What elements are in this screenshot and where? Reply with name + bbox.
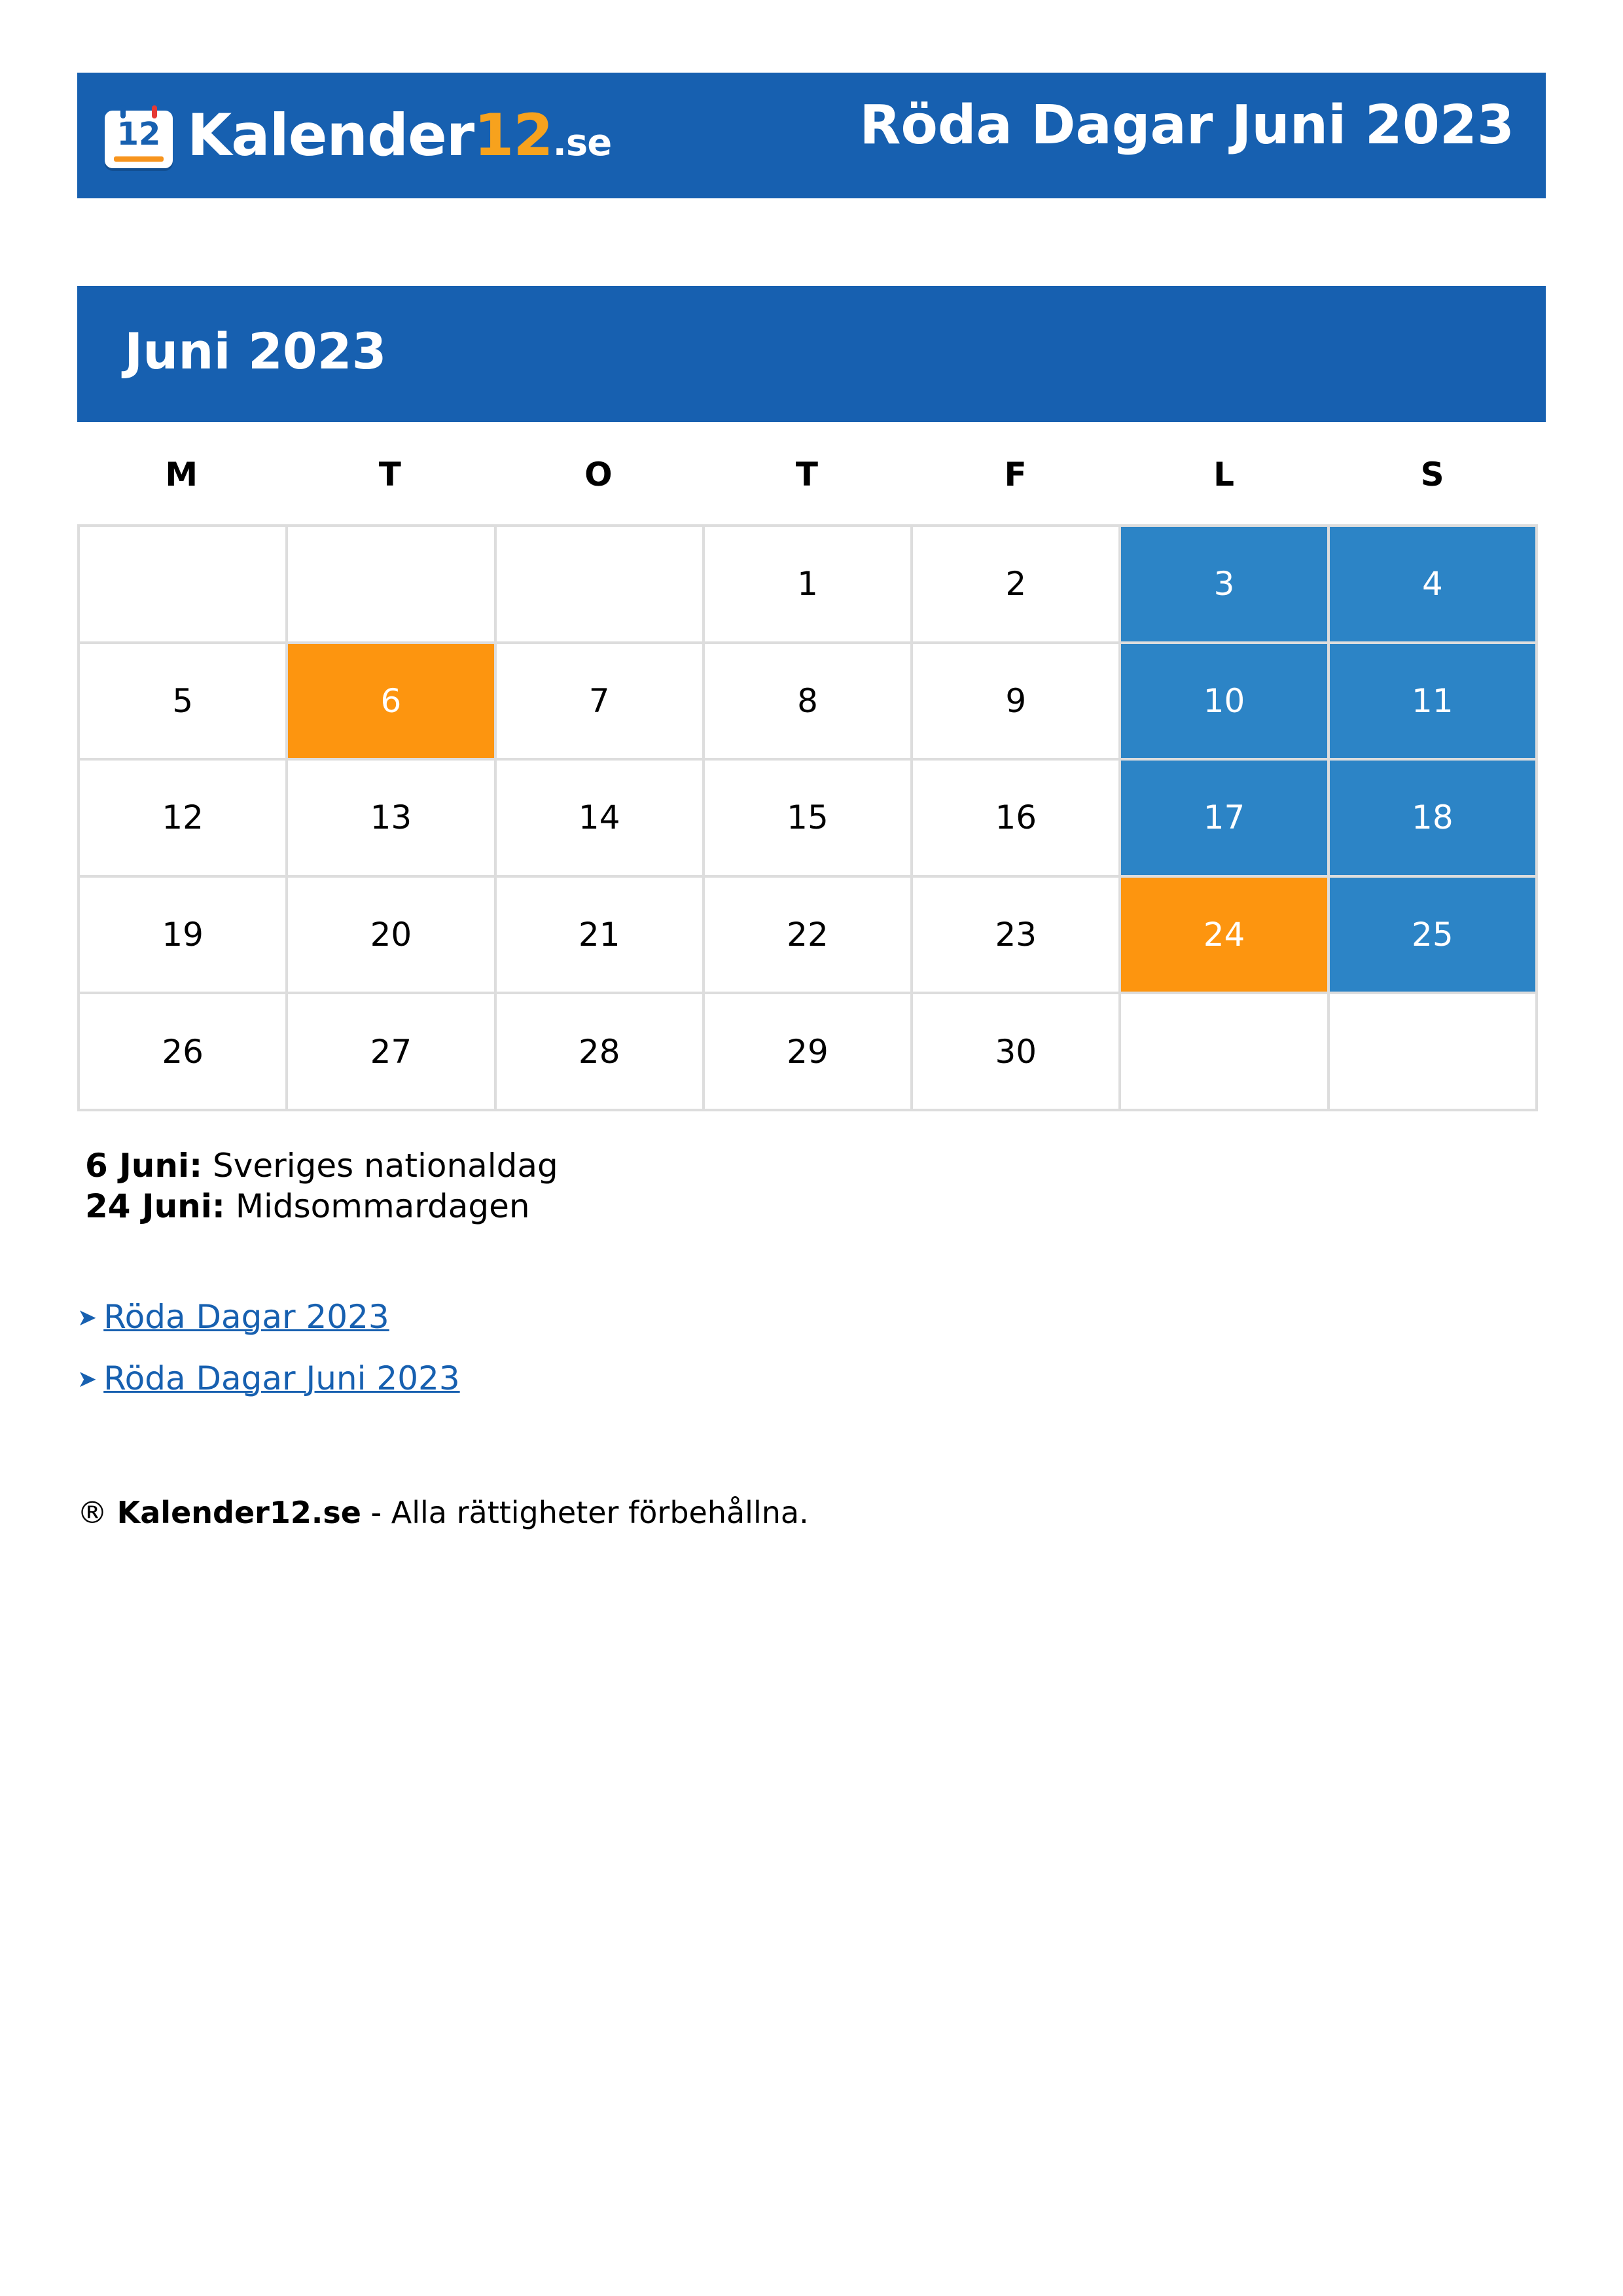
weekday-label: T: [378, 456, 401, 493]
day-cell-10[interactable]: 10: [1121, 644, 1329, 761]
day-cell-15[interactable]: 15: [705, 761, 913, 878]
calendar-icon-bar: [114, 156, 164, 162]
day-cell-30[interactable]: 30: [913, 994, 1121, 1111]
day-cell-18[interactable]: 18: [1330, 761, 1538, 878]
link-roda-dagar-juni-2023[interactable]: Röda Dagar Juni 2023: [103, 1359, 460, 1397]
day-cell-9[interactable]: 9: [913, 644, 1121, 761]
calendar-grid: [77, 524, 1538, 1111]
day-cell-17[interactable]: 17: [1121, 761, 1329, 878]
day-cell-26[interactable]: 26: [80, 994, 288, 1111]
day-cell-14[interactable]: 14: [497, 761, 705, 878]
footer-rights: - Alla rättigheter förbehållna.: [370, 1495, 809, 1530]
weekday-label: M: [165, 456, 198, 493]
day-cell-21[interactable]: 21: [497, 878, 705, 995]
holiday-item: [85, 1145, 558, 1186]
empty-day-cell: [1121, 994, 1329, 1111]
link-item: [77, 1348, 460, 1410]
logo-name-accent: 12: [474, 101, 553, 169]
day-cell-7[interactable]: 7: [497, 644, 705, 761]
day-cell-27[interactable]: 27: [288, 994, 496, 1111]
calendar-icon-number: 12: [116, 116, 161, 152]
header-banner: [77, 73, 1546, 198]
day-cell-11[interactable]: 11: [1330, 644, 1538, 761]
day-cell-4[interactable]: 4: [1330, 527, 1538, 644]
empty-day-cell: [288, 527, 496, 644]
weekday-label: T: [795, 456, 819, 493]
weekday-label: L: [1213, 456, 1235, 493]
footer-brand: Kalender12.se: [116, 1495, 361, 1530]
day-cell-16[interactable]: 16: [913, 761, 1121, 878]
link-item: [77, 1287, 460, 1348]
day-cell-23[interactable]: 23: [913, 878, 1121, 995]
day-cell-24[interactable]: 24: [1121, 878, 1329, 995]
day-cell-20[interactable]: 20: [288, 878, 496, 995]
site-logo[interactable]: [105, 101, 612, 172]
holiday-name: Sveriges nationaldag: [213, 1147, 558, 1185]
arrow-right-icon: ➤: [77, 1304, 98, 1331]
empty-day-cell: [497, 527, 705, 644]
day-cell-12[interactable]: 12: [80, 761, 288, 878]
month-header: [77, 286, 1546, 422]
registered-icon: ®: [77, 1495, 107, 1530]
link-roda-dagar-2023[interactable]: Röda Dagar 2023: [103, 1298, 389, 1336]
holiday-date: 24 Juni:: [85, 1187, 225, 1225]
day-cell-8[interactable]: 8: [705, 644, 913, 761]
logo-name-main: Kalender: [187, 101, 474, 169]
day-cell-2[interactable]: 2: [913, 527, 1121, 644]
day-cell-1[interactable]: 1: [705, 527, 913, 644]
empty-day-cell: [1330, 994, 1538, 1111]
month-title: Juni 2023: [124, 322, 387, 380]
calendar-icon: [105, 111, 173, 168]
day-cell-5[interactable]: 5: [80, 644, 288, 761]
empty-day-cell: [80, 527, 288, 644]
related-links: [77, 1287, 460, 1410]
holiday-list: [85, 1145, 558, 1227]
day-cell-29[interactable]: 29: [705, 994, 913, 1111]
day-cell-25[interactable]: 25: [1330, 878, 1538, 995]
logo-name-tld: .se: [552, 122, 612, 164]
day-cell-22[interactable]: 22: [705, 878, 913, 995]
weekday-label: F: [1004, 456, 1027, 493]
holiday-name: Midsommardagen: [235, 1187, 530, 1225]
day-cell-19[interactable]: 19: [80, 878, 288, 995]
day-cell-3[interactable]: 3: [1121, 527, 1329, 644]
holiday-date: 6 Juni:: [85, 1147, 203, 1185]
logo-wordmark: [187, 103, 611, 176]
weekday-label: O: [584, 456, 613, 493]
day-cell-28[interactable]: 28: [497, 994, 705, 1111]
arrow-right-icon: ➤: [77, 1366, 98, 1393]
footer: [77, 1492, 809, 1533]
day-cell-13[interactable]: 13: [288, 761, 496, 878]
holiday-item: [85, 1186, 558, 1227]
weekday-header-row: [77, 445, 1537, 504]
page-title: Röda Dagar Juni 2023: [859, 94, 1514, 156]
day-cell-6[interactable]: 6: [288, 644, 496, 761]
weekday-label: S: [1420, 456, 1444, 493]
